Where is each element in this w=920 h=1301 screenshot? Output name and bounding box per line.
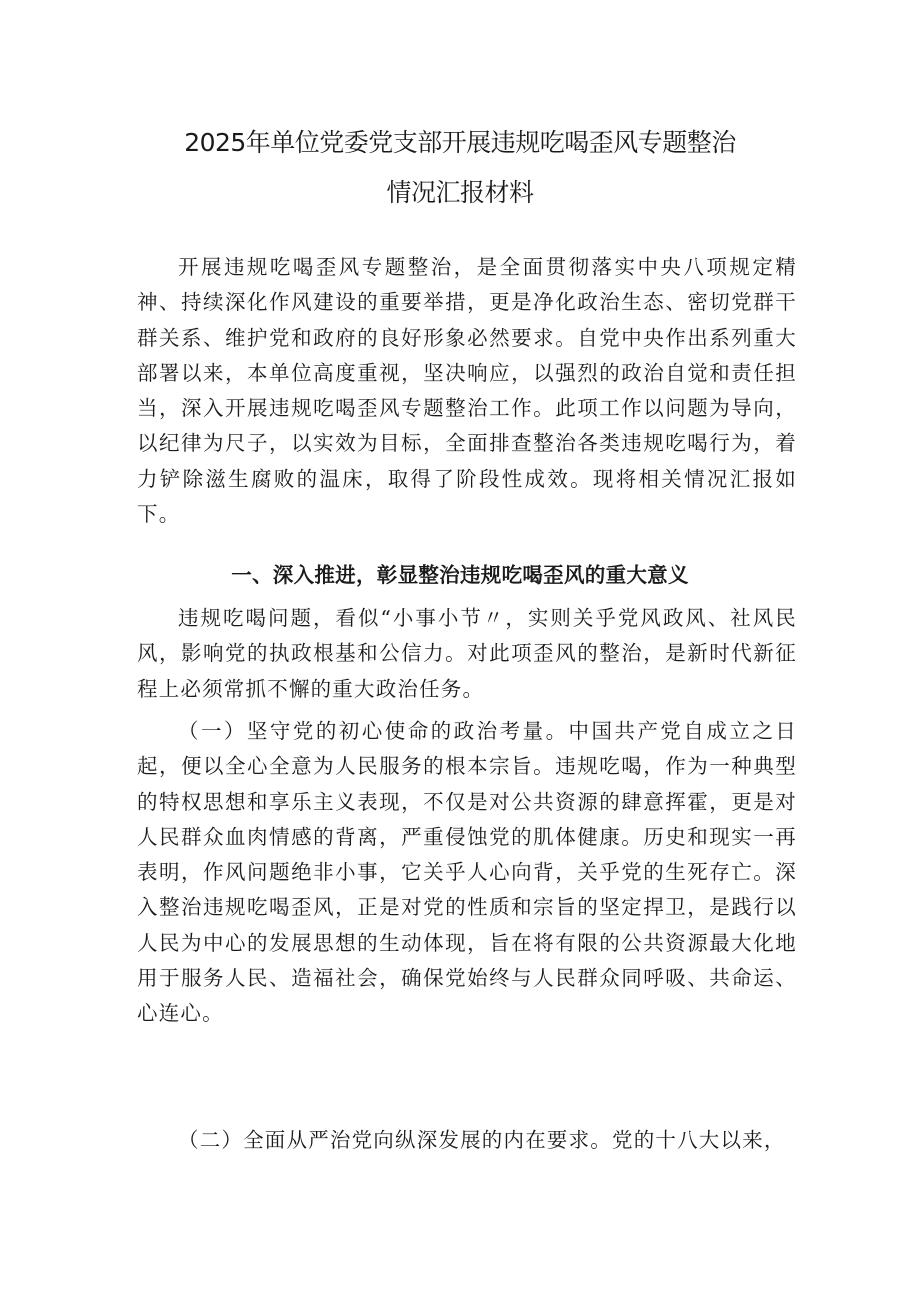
- point-1-paragraph: （一）坚守党的初心使命的政治考量。中国共产党自成立之日起，便以全心全意为人民服务的根本宗旨。违规吃喝，作为一种典型的特权思想和享乐主义表现，不仅是对公共资源的肆意挥霍，更是对人民群众血肉情感的背离，严重侵蚀党的肌体健康。历史和现实一再表明，作风问题绝非小事，它关乎人心向背，关乎党的生死存亡。深入整治违规吃喝歪风，正是对党的性质和宗旨的坚定捍卫，是践行以人民为中心的发展思想的生动体现，旨在将有限的公共资源最大化地用于服务人民、造福社会，确保党始终与人民群众同呼吸、共命运、心连心。: [137, 719, 797, 1026]
- section-1-heading: 一、深入推进，彰显整治违规吃喝歪风的重大意义: [231, 563, 689, 587]
- document-title-line-1: 2025年单位党委党支部开展违规吃喝歪风专题整治: [184, 128, 736, 157]
- point-2-paragraph: （二）全面从严治党向纵深发展的内在要求。党的十八大以来，: [178, 1128, 786, 1152]
- intro-paragraph: 开展违规吃喝歪风专题整治，是全面贯彻落实中央八项规定精神、持续深化作风建设的重要举措，更是净化政治生态、密切党群干群关系、维护党和政府的良好形象必然要求。自党中央作出系列重大部署以来，本单位高度重视，坚决响应，以强烈的政治自觉和责任担当，深入开展违规吃喝歪风专题整治工作。此项工作以问题为导向，以纪律为尺子，以实效为目标，全面排查整治各类违规吃喝行为，着力铲除滋生腐败的温床，取得了阶段性成效。现将相关情况汇报如下。: [137, 255, 797, 527]
- document-title-line-2: 情况汇报材料: [386, 178, 534, 207]
- section-1-intro-paragraph: 违规吃喝问题，看似“小事小节〃，实则关乎党风政风、社风民风，影响党的执政根基和公信力。对此项歪风的整治，是新时代新征程上必须常抓不懈的重大政治任务。: [137, 606, 797, 701]
